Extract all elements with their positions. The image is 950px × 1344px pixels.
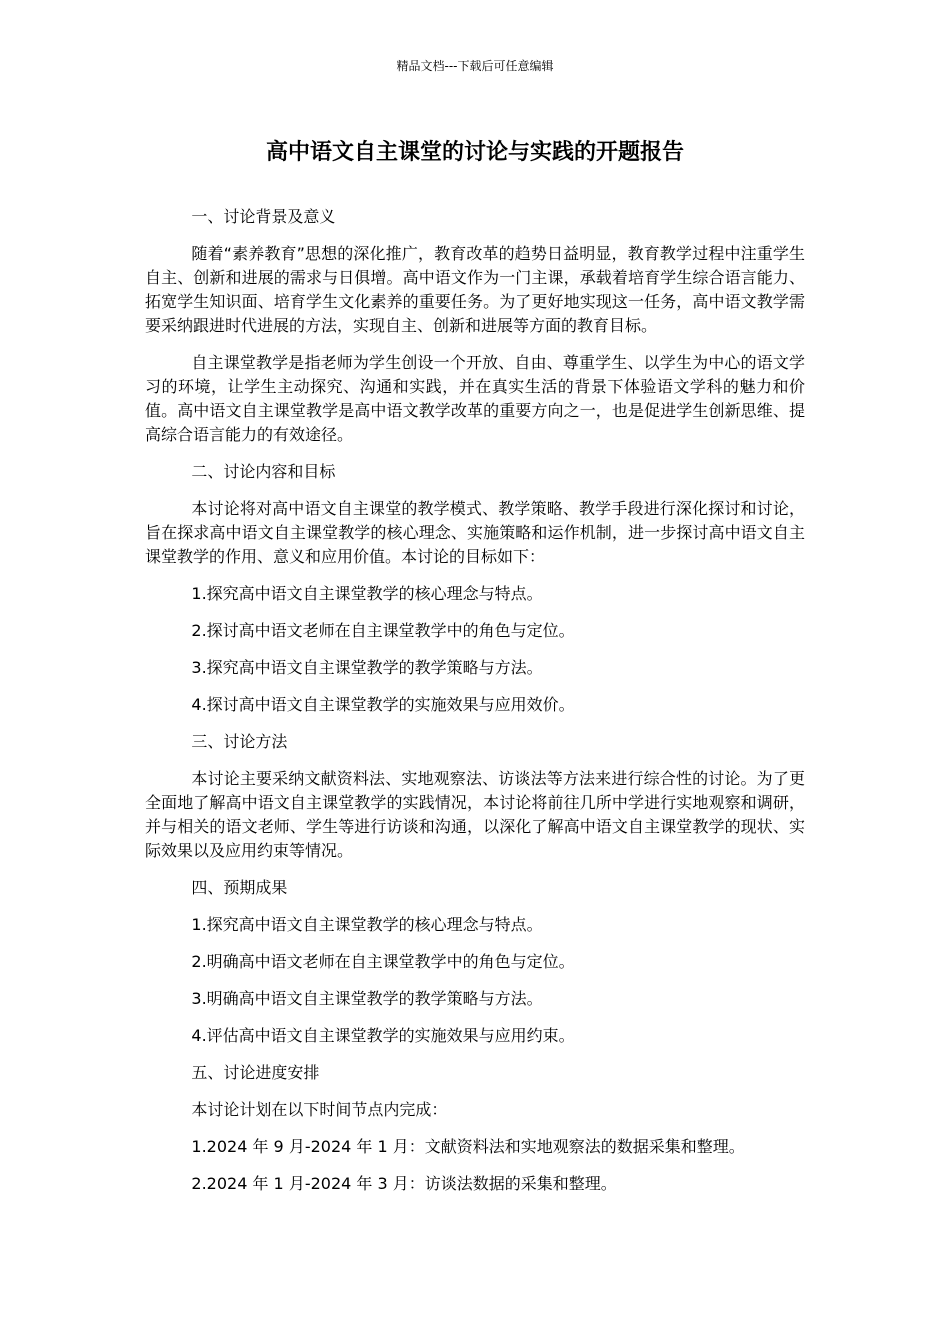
page-header: 精品文档---下载后可任意编辑 [396,59,554,73]
paragraph-background-2: 自主课堂教学是指老师为学生创设一个开放、自由、尊重学生、以学生为中心的语文学习的环境，让学生主动探究、沟通和实践，并在真实生活的背景下体验语文学科的魅力和价值。高中语文自主课堂教学是高中语文教学改革的重要方向之一，也是促进学生创新思维、提高综合语言能力的有效途径。 [145,353,805,444]
paragraph-methods: 本讨论主要采纳文献资料法、实地观察法、访谈法等方法来进行综合性的讨论。为了更全面地了解高中语文自主课堂教学的实践情况，本讨论将前往几所中学进行实地观察和调研，并与相关的语文老师、学生等进行访谈和沟通，以深化了解高中语文自主课堂教学的现状、实际效果以及应用约束等情况。 [145,769,805,860]
list-item-goal-2: 2.探讨高中语文老师在自主课堂教学中的角色与定位。 [191,621,575,640]
list-item-goal-1: 1.探究高中语文自主课堂教学的核心理念与特点。 [191,584,543,603]
paragraph-schedule-intro: 本讨论计划在以下时间节点内完成： [191,1100,448,1119]
list-item-result-4: 4.评估高中语文自主课堂教学的实施效果与应用约束。 [191,1026,575,1045]
list-item-schedule-2: 2.2024 年 1 月-2024 年 3 月：访谈法数据的采集和整理。 [191,1174,617,1193]
document-body [145,205,805,1209]
list-item-schedule-1: 1.2024 年 9 月-2024 年 1 月：文献资料法和实地观察法的数据采集和整理。 [191,1137,745,1156]
paragraph-content-goals: 本讨论将对高中语文自主课堂的教学模式、教学策略、教学手段进行深化探讨和讨论，旨在探求高中语文自主课堂教学的核心理念、实施策略和运作机制，进一步探讨高中语文自主课堂教学的作用、意义和应用价值。本讨论的目标如下： [145,499,805,566]
section-heading-content-goals: 二、讨论内容和目标 [191,462,336,481]
list-item-goal-4: 4.探讨高中语文自主课堂教学的实施效果与应用效价。 [191,695,575,714]
document-title: 高中语文自主课堂的讨论与实践的开题报告 [265,140,684,165]
list-item-result-3: 3.明确高中语文自主课堂教学的教学策略与方法。 [191,989,543,1008]
section-heading-schedule: 五、讨论进度安排 [191,1063,320,1082]
paragraph-background-1: 随着“素养教育”思想的深化推广，教育改革的趋势日益明显，教育教学过程中注重学生自主、创新和进展的需求与日俱增。高中语文作为一门主课，承载着培育学生综合语言能力、拓宽学生知识面、培育学生文化素养的重要任务。为了更好地实现这一任务，高中语文教学需要采纳跟进时代进展的方法，实现自主、创新和进展等方面的教育目标。 [145,244,805,335]
section-heading-background: 一、讨论背景及意义 [191,207,336,226]
section-heading-methods: 三、讨论方法 [191,732,288,751]
section-heading-expected-results: 四、预期成果 [191,878,288,897]
list-item-goal-3: 3.探究高中语文自主课堂教学的教学策略与方法。 [191,658,543,677]
list-item-result-2: 2.明确高中语文老师在自主课堂教学中的角色与定位。 [191,952,575,971]
list-item-result-1: 1.探究高中语文自主课堂教学的核心理念与特点。 [191,915,543,934]
